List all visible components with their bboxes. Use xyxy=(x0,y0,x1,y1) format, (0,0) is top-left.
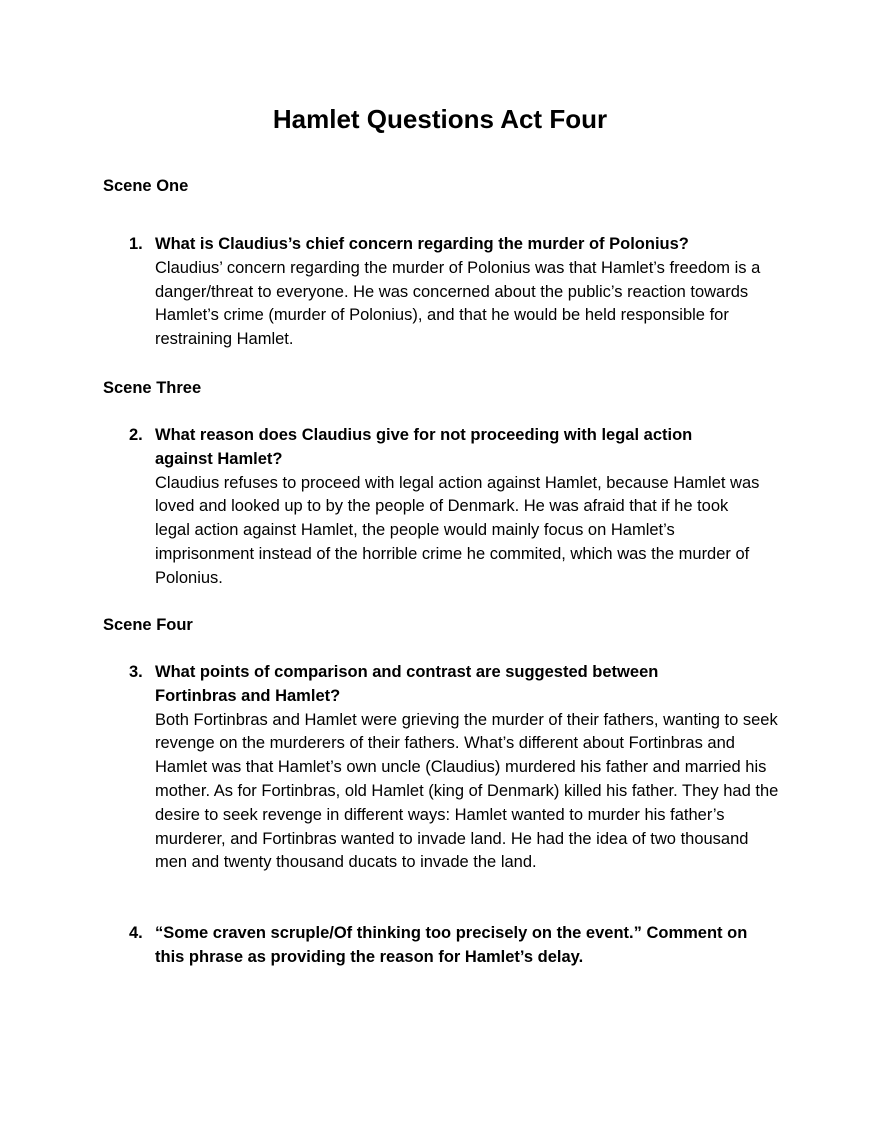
scene-heading-four: Scene Four xyxy=(103,616,193,634)
question-item-1 xyxy=(129,233,795,352)
question-item-3 xyxy=(129,661,779,875)
answer-text: Claudius refuses to proceed with legal action against Hamlet, because Hamlet was loved and looked up to by the people of Denmark. He was afraid that if he took legal action against Hamlet, the people would mainly focus on Hamlet’s imprisonment instead of the horrible crime he commited, which was the murder of Polonius. xyxy=(155,473,760,587)
question-number: 4. xyxy=(129,924,143,942)
answer-text: Both Fortinbras and Hamlet were grieving the murder of their fathers, wanting to seek revenge on the murderers of their fathers. What’s different about Fortinbras and Hamlet was that Hamlet’s own uncle (Claudius) murdered his father and married his mother. As for Fortinbras, old Hamlet (king of Denmark) killed his father. They had the desire to seek revenge in different ways: Hamlet wanted to murder his father’s murderer, and Fortinbras wanted to invade land. He had the idea of two thousand men and twenty thousand ducats to invade the land. xyxy=(155,710,779,872)
question-text: What reason does Claudius give for not proceeding with legal action against Hamlet? xyxy=(155,426,693,468)
question-item-2 xyxy=(129,424,760,591)
page-title: Hamlet Questions Act Four xyxy=(272,104,608,134)
question-item-4 xyxy=(129,922,765,970)
question-number: 3. xyxy=(129,663,143,681)
question-number: 2. xyxy=(129,426,143,444)
question-text: What is Claudius’s chief concern regarding the murder of Polonius? xyxy=(155,235,689,253)
scene-heading-one: Scene One xyxy=(103,177,189,195)
answer-text: Claudius’ concern regarding the murder of Polonius was that Hamlet’s freedom is a danger/threat to everyone. He was concerned about the public’s reaction towards Hamlet’s crime (murder of Polonius), and that he would be held responsible for restraining Hamlet. xyxy=(155,258,761,349)
question-text: “Some craven scruple/Of thinking too precisely on the event.” Comment on this phrase as providing the reason for Hamlet’s delay. xyxy=(155,924,748,966)
question-text: What points of comparison and contrast are suggested between Fortinbras and Hamlet? xyxy=(155,663,659,705)
question-number: 1. xyxy=(129,235,143,253)
scene-heading-three: Scene Three xyxy=(103,379,202,397)
